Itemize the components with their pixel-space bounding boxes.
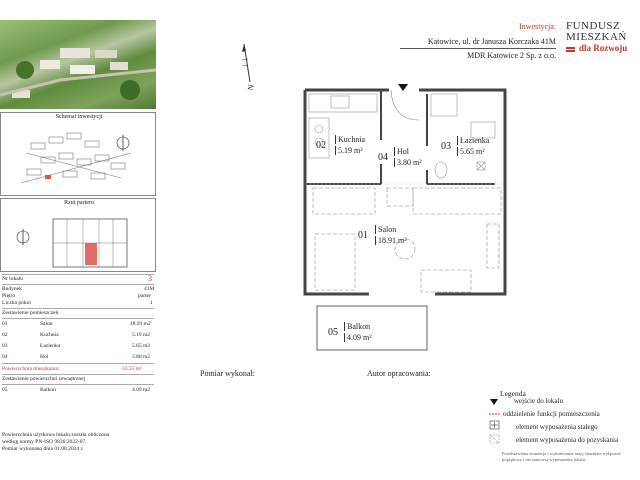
schemat-panel: [0, 112, 156, 196]
flag-icon: [566, 45, 576, 55]
entrance-icon: [398, 84, 408, 91]
total-value: 33.55 m²: [122, 366, 142, 372]
investment-label: Inwestycja:: [519, 22, 556, 31]
pokoje-label: Liczba pokoi: [2, 300, 31, 306]
rzut-title: Rzut parteru: [64, 200, 94, 206]
legend-item-optional: element wyposażenia do pozyskania: [516, 436, 619, 444]
nr-value: 3: [148, 274, 152, 283]
header-rule: [400, 48, 556, 49]
north-arrow: [236, 40, 260, 100]
site-plan-diagram: [1, 123, 157, 195]
pietro-value: parter: [138, 293, 151, 299]
selected-building: [45, 175, 51, 179]
footnote: Powierzchnia użytkowa lokalu została obliczona według normy PN-ISO 9836:2022-07. Pomiar wykonano dnia 01.08.2024 r.: [2, 432, 110, 452]
address: Katowice, ul. dr Janusza Korczaka 41M: [427, 37, 556, 46]
budynek-label: Budynek: [2, 286, 22, 292]
nr-label: Nr lokalu: [2, 276, 23, 282]
pokoje-value: 1: [150, 300, 153, 306]
total-label: Powierzchnia mieszkania:: [2, 366, 60, 372]
legend-icons: [488, 396, 502, 448]
ground-floor-diagram: [1, 209, 157, 271]
zestawienie-title: Zestawienie pomieszczeń: [2, 310, 59, 316]
selected-unit: [85, 243, 97, 265]
pomiar-label: Pomiar wykonał:: [200, 369, 255, 378]
external-row: 05 Balkon 4.09 m2: [2, 387, 151, 393]
legend-title: Legenda: [500, 389, 526, 398]
legend-item-separation: oddzielenie funkcji pomieszczenia: [503, 410, 600, 418]
room-row: 03 Łazienka 5.65 m2: [2, 343, 151, 349]
aerial-buildings: [0, 20, 156, 109]
rzut-panel: [0, 198, 156, 272]
legend-item-entrance: wejście do lokalu: [514, 397, 563, 405]
unit-info-table: [0, 274, 156, 480]
room-row: 02 Kuchnia 5.19 m2: [2, 332, 151, 338]
schemat-title: Schemat inwestycji: [55, 114, 103, 120]
developer: MDR Katowice 2 Sp. z o.o.: [467, 51, 556, 60]
external-title: Zestawienie powierzchni zewnętrznej: [2, 376, 86, 382]
budynek-value: 41M: [144, 286, 155, 292]
brand-logo: FUNDUSZ MIESZKAŃ dla Rozwoju: [566, 20, 628, 53]
pietro-label: Piętro: [2, 293, 16, 299]
north-label: N: [245, 83, 256, 92]
floor-plan: [295, 84, 515, 354]
room-row: 04 Hol 3.80 m2: [2, 354, 151, 360]
legend-note: Przedstawiona aranżacja i wykończenie mają charakter wyłącznie poglądowy i nie stanowią wyposażenia lokalu.: [502, 451, 621, 462]
aerial-photo: [0, 20, 156, 109]
room-row: 01 Salon 18.91 m2: [2, 321, 151, 327]
entrance-icon: [490, 399, 498, 405]
legend-item-fixed: element wyposażenia stałego: [516, 423, 598, 431]
autor-label: Autor opracowania:: [367, 369, 431, 378]
